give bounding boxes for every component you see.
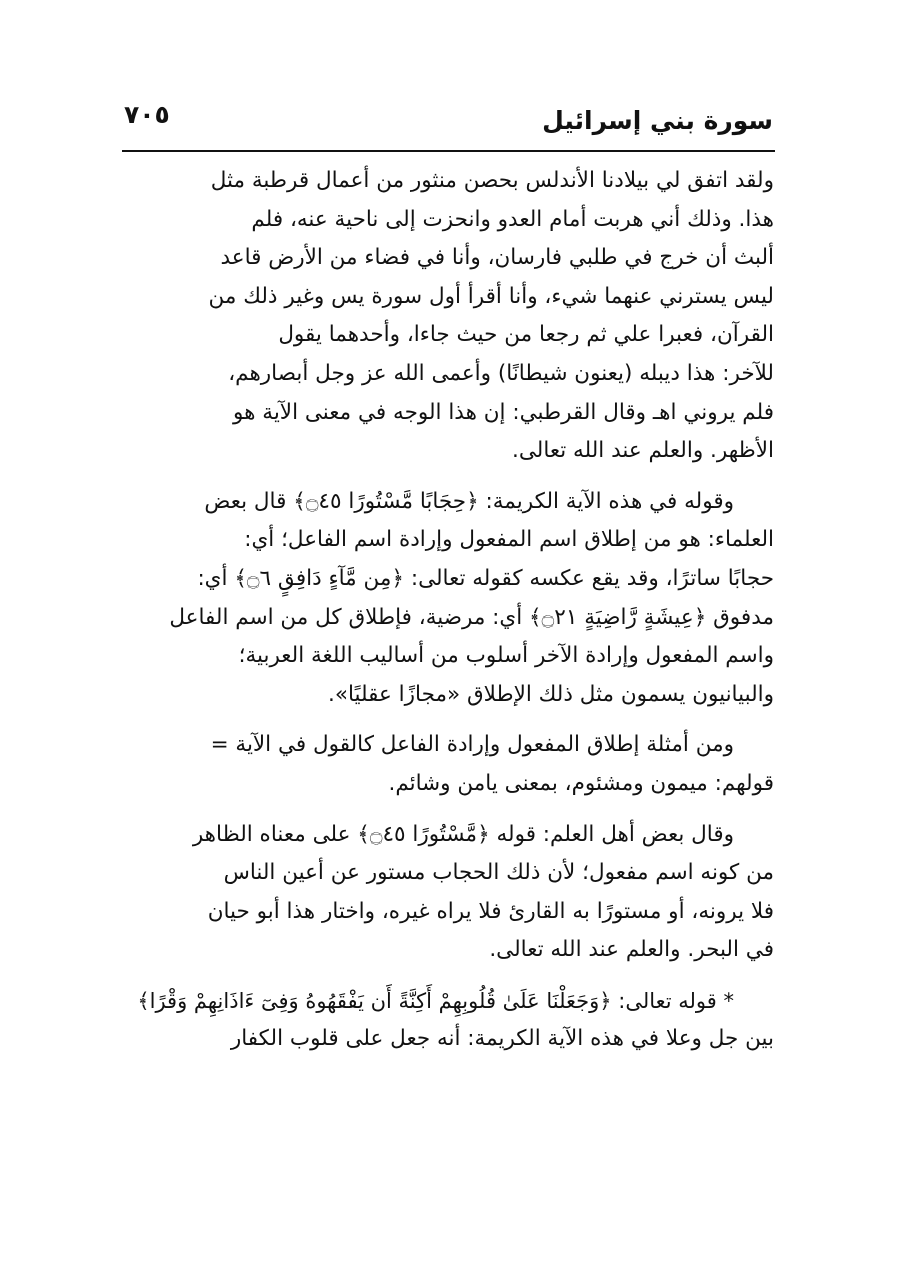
paragraph — [124, 982, 774, 1059]
paragraph — [124, 162, 774, 471]
text-line: بين جل وعلا في هذه الآية الكريمة: أنه جعل على قلوب الكفار — [230, 1026, 774, 1052]
text-line: واسم المفعول وإرادة الآخر أسلوب من أساليب اللغة العربية؛ — [238, 643, 774, 669]
page-number: ٧٠٥ — [124, 100, 170, 129]
text-line: للآخر: هذا ديبله (يعنون شيطانًا) وأعمى الله عز وجل أبصارهم، — [228, 360, 774, 386]
text-line: فلم يروني اهـ وقال القرطبي: إن هذا الوجه في معنى الآية هو — [233, 399, 774, 425]
text-line: وقال بعض أهل العلم: قوله ﴿مَّسْتُورًا ۝٤٥﴾ على معناه الظاهر — [192, 821, 734, 847]
text-line: ليس يسترني عنهما شيء، وأنا أقرأ أول سورة يس وغير ذلك من — [208, 283, 774, 309]
text-line: من كونه اسم مفعول؛ لأن ذلك الحجاب مستور عن أعين الناس — [223, 860, 774, 886]
text-line: * قوله تعالى: ﴿وَجَعَلْنَا عَلَىٰ قُلُوبِهِمْ أَكِنَّةً أَن يَفْقَهُوهُ وَفِىٓ ءَاذَانِهِمْ وَقْرًا﴾ — [137, 988, 734, 1013]
paragraph — [124, 483, 774, 715]
text-line: هذا. وذلك أني هربت أمام العدو وانحزت إلى ناحية عنه، فلم — [251, 206, 774, 232]
text-line: الأظهر. والعلم عند الله تعالى. — [512, 438, 774, 464]
text-line: ولقد اتفق لي بيلادنا الأندلس بحصن منثور من أعمال قرطبة مثل — [210, 168, 774, 193]
text-line: قولهم: ميمون ومشئوم، بمعنى يامن وشائم. — [388, 770, 774, 796]
page-header — [122, 96, 775, 152]
text-line: في البحر. والعلم عند الله تعالى. — [489, 937, 774, 963]
text-line: فلا يرونه، أو مستورًا به القارئ فلا يراه غيره، واختار هذا أبو حيان — [207, 898, 774, 924]
text-line: مدفوق ﴿عِيشَةٍ رَّاضِيَةٍ ۝٢١﴾ أي: مرضية، فإطلاق كل من اسم الفاعل — [169, 604, 774, 630]
text-line: والبيانيون يسمون مثل ذلك الإطلاق «مجازًا عقليًا». — [328, 681, 774, 707]
text-line: ألبث أن خرج في طلبي فارسان، وأنا في فضاء من الأرض قاعد — [220, 245, 774, 271]
text-line: وقوله في هذه الآية الكريمة: ﴿حِجَابًا مَّسْتُورًا ۝٤٥﴾ قال بعض — [204, 488, 734, 514]
paragraph — [124, 816, 774, 970]
paragraph — [124, 726, 774, 803]
text-line: ومن أمثلة إطلاق المفعول وإرادة الفاعل كالقول في الآية = — [210, 732, 734, 758]
text-line: القرآن، فعبرا علي ثم رجعا من حيث جاءا، وأحدهما يقول — [278, 322, 774, 348]
running-title: سورة بني إسرائيل — [542, 106, 773, 135]
text-line: حجابًا ساترًا، وقد يقع عكسه كقوله تعالى: ﴿مِن مَّآءٍ دَافِقٍ ۝٦﴾ أي: — [197, 565, 774, 591]
body-text — [124, 162, 774, 1059]
text-line: العلماء: هو من إطلاق اسم المفعول وإرادة اسم الفاعل؛ أي: — [244, 527, 774, 553]
